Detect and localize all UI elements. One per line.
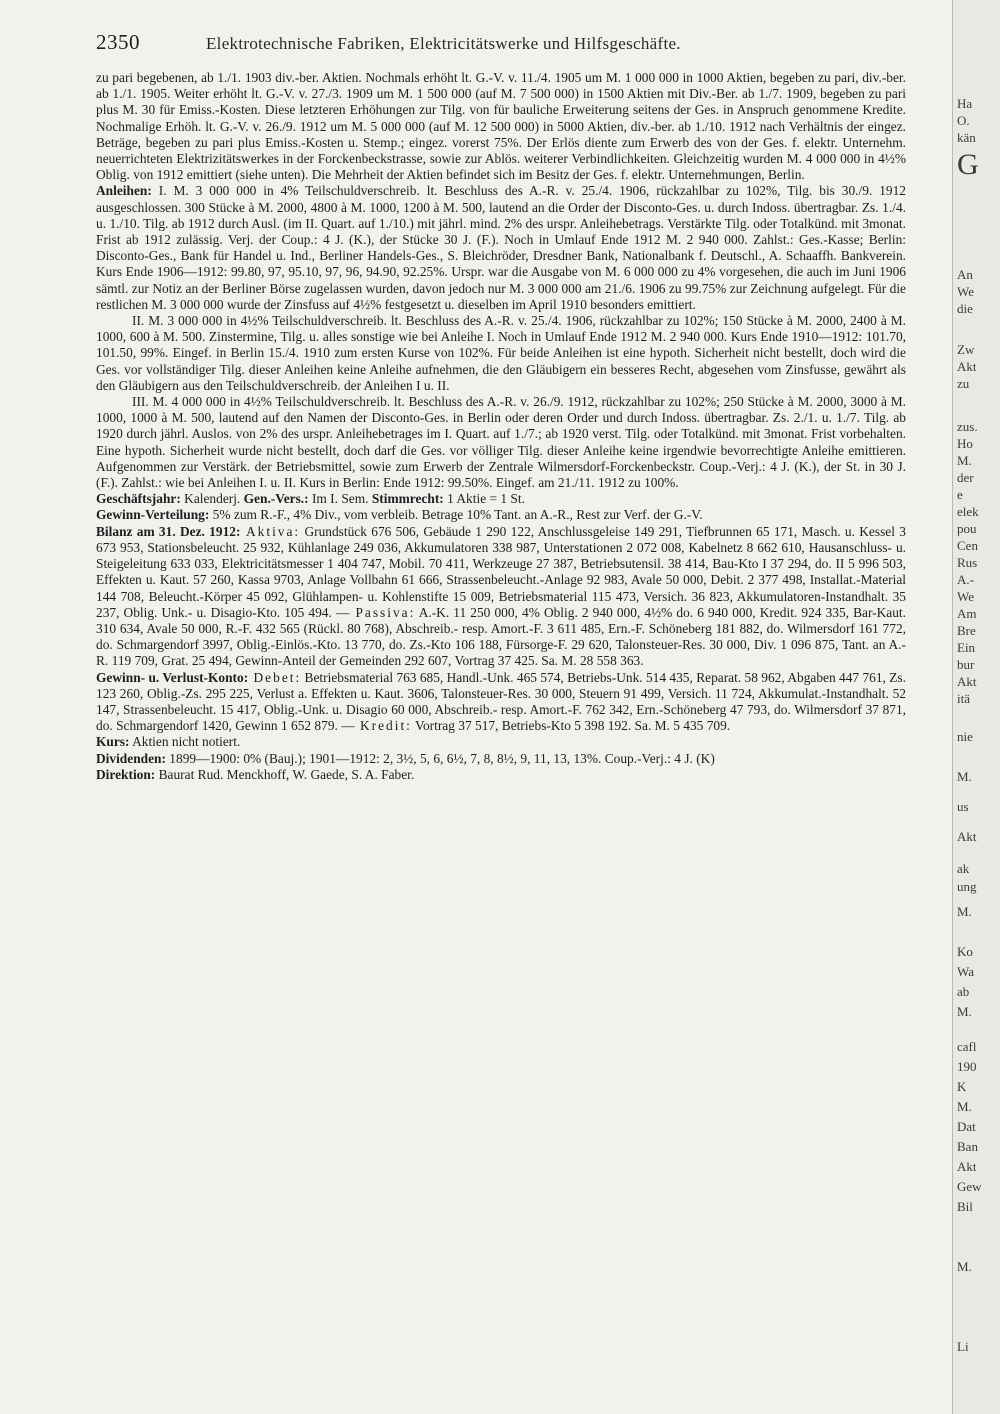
adjacent-page-fragment: elek <box>957 504 979 519</box>
kurs-label: Kurs: <box>96 734 130 750</box>
anleihen-paragraph-3: III. M. 4 000 000 in 4½% Teilschuldverschreib. lt. Beschluss des A.-R. v. 26./9. 1912, rückzahlbar zu 102%; 250 Stücke à M. 2000, 3000 à M. 1000, 1000 à M. 500, lautend auf den Namen der Disconto-Ges. in Berlin oder deren Order und durch Indoss. übertragbar. Zs. 2./1. u. 1./7. Tilg. ab 1920 durch jährl. Auslos. von 2% des urspr. Anleihebetrages im I. Quart. auf 1./7.; ab 1920 verst. Tilg. oder Totalkünd. mit 3monat. Frist vorbehalten. Eine hypoth. Sicherheit wurde nicht bestellt, doch darf die Ges. vor völliger Tilg. dieser Anleihe keine irgendwie bevorrechtigte Anleihe emittieren. Aufgenommen zur Verstärk. der Betriebsmittel, sowie zum Erwerb der Zentrale Wilmersdorf-Forckenbeckstr. Coup.-Verj.: 4 J. (K.), der St. in 30 J. (F.). Zahlst.: wie bei Anleihen I. u. II. Kurs in Berlin: Ende 1912: 99.50%. Eingef. am 21./11. 1912 zu 100%. <box>96 394 906 491</box>
adjacent-page-fragment: Cen <box>957 538 978 553</box>
adjacent-page-fragment: Ko <box>957 944 973 959</box>
direktion-label: Direktion: <box>96 766 156 782</box>
guv-kredit-word: Kredit: <box>354 718 412 734</box>
adjacent-page-fragment: ab <box>957 984 970 999</box>
adjacent-page-fragment: bur <box>957 657 975 672</box>
adjacent-page-fragment: Ho <box>957 436 973 451</box>
adjacent-page-fragment: Ha <box>957 96 973 111</box>
gewinn-verteilung-text: 5% zum R.-F., 4% Div., vom verbleib. Betrage 10% Tant. an A.-R., Rest zur Verf. der G.-V. <box>209 507 703 523</box>
adjacent-page-fragment: Li <box>957 1339 969 1354</box>
adjacent-page-fragment: Wa <box>957 964 974 979</box>
geschaeftsjahr-line <box>96 491 906 507</box>
adjacent-page-fragment: Akt <box>957 829 977 844</box>
adjacent-page-fragment: M. <box>957 1099 972 1114</box>
kurs-text: Aktien nicht notiert. <box>129 734 241 750</box>
adjacent-page-fragment: Dat <box>957 1119 976 1134</box>
adjacent-page-fragment: 190 <box>957 1059 977 1074</box>
gewinn-verteilung-paragraph <box>96 507 906 523</box>
adjacent-page-fragment: der <box>957 470 974 485</box>
guv-debet-text: Betriebsmaterial 763 685, Handl.-Unk. 465 574, Betriebs-Unk. 514 435, Reparat. 58 962, Abgaben 447 761, Zs. 123 260, Oblig.-Zs. 295 225, Verlust a. Effekten u. Kaut. 3606, Talonsteuer-Res. 30 000, Steuern 91 499, Versich. 11 724, Akkumulat.-Instandhalt. 52 147, Strassenbeleucht. 15 417, Oblig.-Unk. u. Disagio 60 000, Abschreib.- resp. Amort.-F. 762 342, Ern.-Schöneberg 47 793, do. Wilmersdorf 37 871, do. Schmargendorf 1420, Gewinn 1 652 879. — <box>96 669 906 734</box>
running-title: Elektrotechnische Fabriken, Elektricitätswerke und Hilfsgeschäfte. <box>206 34 681 53</box>
bilanz-passiva-word: Passiva: <box>349 604 416 620</box>
geschaeftsjahr-label: Geschäftsjahr: <box>96 491 181 507</box>
kurs-line <box>96 734 906 750</box>
bilanz-paragraph <box>96 524 906 670</box>
adjacent-page-fragment: M. <box>957 1004 972 1019</box>
adjacent-page-fragment: Ein <box>957 640 976 655</box>
adjacent-page-fragment: Gew <box>957 1179 982 1194</box>
adjacent-page-fragment: zus. <box>957 419 978 434</box>
adjacent-page-fragment: G <box>957 148 979 181</box>
gewinn-verteilung-label: Gewinn-Verteilung: <box>96 507 210 523</box>
adjacent-page-fragment: M. <box>957 904 972 919</box>
adjacent-page-edge <box>952 0 1000 1414</box>
dividenden-paragraph <box>96 751 906 767</box>
guv-label: Gewinn- u. Verlust-Konto: <box>96 669 249 685</box>
bilanz-label: Bilanz am 31. Dez. 1912: <box>96 523 241 539</box>
adjacent-page-fragment: ung <box>957 879 977 894</box>
adjacent-page-fragment: M. <box>957 769 972 784</box>
capital-history-paragraph: zu pari begebenen, ab 1./1. 1903 div.-ber. Aktien. Nochmals erhöht lt. G.-V. v. 11./4. 1905 um M. 1 000 000 in 1000 Aktien, begeben zu pari, div.-ber. ab 1./1. 1905. Weiter erhöht lt. G.-V. v. 27./3. 1909 um M. 1 500 000 (auf M. 7 500 000) in 1500 Aktien mit Div.-Ber. ab 1./7. 1909, begeben zu pari plus M. 30 für Emiss.-Kosten. Diese letzteren Erhöhungen zur Tilg. von für bauliche Erweiterung seitens der Ges. in Anspruch genommene Kredite. Nochmalige Erhöh. lt. G.-V. v. 26./9. 1912 um M. 5 000 000 (auf M. 12 500 000) in 5000 Aktien, div.-ber. ab 1./10. 1912 nach Verhältnis der eingez. Beträge, begeben zu pari plus Emiss.-Kosten u. Stemp.; eingez. vorerst 75%. Der Erlös diente zum Erwerb des von der Ges. f. elektr. Unternehm. neuerrichteten Elektrizitätswerkes in der Forckenbeckstrasse, sowie zur Ablös. weiterer Verbindlichkeiten. Gleichzeitig wurden M. 4 000 000 in 4½% Oblig. von 1912 emittiert (siehe unten). Die Mehrheit der Aktien befindet sich im Besitz der Ges. f. elektr. Unternehmungen, Berlin. <box>96 70 906 183</box>
anleihen-paragraph-2: II. M. 3 000 000 in 4½% Teilschuldverschreib. lt. Beschluss des A.-R. v. 25./4. 1906, rückzahlbar zu 102%; 150 Stücke à M. 2000, 2400 à M. 1000, 600 à M. 500. Zinstermine, Tilg. u. alles sonstige wie bei Anleihe I. Noch in Umlauf Ende 1912 M. 2 940 000. Kurs Ende 1910—1912: 101.70, 101.50, 99%. Eingef. in Berlin 15./4. 1910 zum ersten Kurse von 102%. Für beide Anleihen ist eine hypoth. Sicherheit nicht bestellt, doch wird die Ges. vor vollständiger Tilg. dieser Anleihen keine Anleihe aufnehmen, die den Gläubigern ein besseres Recht, abgesehen vom Zinsfusse, gewährt als den Gläubigern aus den Teilschuldverschreib. der Anleihen I u. II. <box>96 313 906 393</box>
stimmrecht-label: Stimmrecht: <box>371 491 444 507</box>
adjacent-page-fragment: zu <box>957 376 970 391</box>
dividenden-text: 1899—1900: 0% (Bauj.); 1901—1912: 2, 3½, 5, 6, 6½, 7, 8, 8½, 9, 11, 13, 13%. Coup.-Verj.: 4 J. (K) <box>165 750 715 766</box>
direktion-line <box>96 767 906 783</box>
adjacent-page-fragment: cafl <box>957 1039 977 1054</box>
adjacent-page-fragment: K <box>957 1079 967 1094</box>
adjacent-page-fragment: Akt <box>957 1159 977 1174</box>
direktion-text: Baurat Rud. Menckhoff, W. Gaede, S. A. Faber. <box>155 766 415 782</box>
adjacent-page-fragment: We <box>957 284 974 299</box>
anleihen-paragraph-1 <box>96 183 906 313</box>
adjacent-page-fragment: Am <box>957 606 977 621</box>
adjacent-page-fragment: A.- <box>957 572 974 587</box>
guv-paragraph <box>96 670 906 735</box>
bilanz-aktiva-text: Grundstück 676 506, Gebäude 1 290 122, Anschlussgeleise 149 291, Tiefbrunnen 65 171, Masch. u. Kessel 3 673 953, Stationsbeleucht. 25 932, Kühlanlage 249 036, Akkumulatoren 338 987, Unterstationen 2 072 008, Kabelnetz 8 662 610, Hausanschluss- u. Steigeleitung 633 033, Elektricitätsmesser 1 404 747, Mobil. 70 411, Werkzeuge 27 387, Betriebsutensil. 38 414, Bau-Kto I 37 294, do. II 5 996 503, Effekten u. Kaut. 57 260, Kassa 9703, Anlage Vollbahn 61 666, Strassenbeleucht.-Anlage 92 983, Avale 50 000, Debit. 2 377 498, Installat.-Material 144 708, Beleucht.-Körper 45 092, Glühlampen- u. Kohlenstifte 15 009, Betriebsmaterial 115 473, Versich. 36 823, Akkumulatoren-Instandhalt. 35 237, Oblig. Unk.- u. Disagio-Kto. 105 494. — <box>96 523 906 620</box>
adjacent-page-fragment: Akt <box>957 674 977 689</box>
anleihen-1-text: I. M. 3 000 000 in 4% Teilschuldverschreib. lt. Beschluss des A.-R. v. 25./4. 1906, rückzahlbar zu 102%, Tilg. bis 30./9. 1912 ausgeschlossen. 300 Stücke à M. 2000, 4800 à M. 1000, 1200 à M. 500, lautend an die Order der Disconto-Ges. u. durch Indoss. übertragbar. Zs. 1./4. u. 1./10. Tilg. ab 1912 durch Ausl. (im II. Quart. auf 1./10.) mit jährl. mind. 2% des urspr. Anleihebetrags. Verstärkte Tilg. oder Totalkünd. mit 3monat. Frist ab 1912 zulässig. Verj. der Coup.: 4 J. (K.), der Stücke 30 J. (F.). Noch in Umlauf Ende 1912 M. 2 940 000. Zahlst.: Ges.-Kasse; Berlin: Disconto-Ges., Bank für Handel u. Ind., Berliner Handels-Ges., S. Bleichröder, Dresdner Bank, Nationalbank f. Deutschl., A. Schaaffh. Bankverein. Kurs Ende 1906—1912: 99.80, 97, 95.10, 97, 96, 94.90, 92.25%. Urspr. war die Ausgabe von M. 6 000 000 zu 4% vorgesehen, die auch im Juni 1906 sämtl. zur Notiz an der Berliner Börse zugelassen wurden, davon jedoch nur M. 3 000 000 am 21./6. 1906 zu 99.75% zur Zeichnung aufgelegt. Für die restlichen M. 3 000 000 wurde der Zinsfuss auf 4½% festgesetzt u. dieselben im April 1910 besonders emittiert. <box>96 183 906 312</box>
adjacent-page-fragment: M. <box>957 453 972 468</box>
adjacent-page-fragment: We <box>957 589 974 604</box>
adjacent-page-fragment: Bre <box>957 623 976 638</box>
stimmrecht-text: 1 Aktie = 1 St. <box>443 491 525 507</box>
adjacent-page-fragment: nie <box>957 729 973 744</box>
adjacent-page-fragment: An <box>957 267 973 282</box>
adjacent-page-fragment: Zw <box>957 342 975 357</box>
genvers-text: Im I. Sem. <box>308 491 372 507</box>
guv-debet-word: Debet: <box>248 669 302 685</box>
guv-kredit-text: Vortrag 37 517, Betriebs-Kto 5 398 192. Sa. M. 5 435 709. <box>411 718 731 734</box>
page-number: 2350 <box>96 30 140 54</box>
adjacent-page-fragment: O. <box>957 113 970 128</box>
bilanz-passiva-text: A.-K. 11 250 000, 4% Oblig. 2 940 000, 4½% do. 6 940 000, Kredit. 924 335, Bar-Kaut. 310 634, Avale 50 000, R.-F. 432 565 (Rückl. 80 768), Abschreib.- resp. Amort.-F. 3 611 485, Ern.-F. Schöneberg 181 882, do. Wilmersdorf 161 772, do. Schmargendorf 3997, Oblig.-Einlös.-Kto. 13 770, do. Zs.-Kto 106 188, Fürsorge-F. 29 620, Talonsteuer-Res. 30 000, Div. 1 096 875, Tant. an A.-R. 119 709, Grat. 25 494, Gewinn-Anteil der Gemeinden 292 607, Vortrag 37 425. Sa. M. 28 558 363. <box>96 604 906 669</box>
page-header <box>96 30 906 62</box>
anleihen-label: Anleihen: <box>96 183 152 199</box>
adjacent-page-fragment: Rus <box>957 555 978 570</box>
adjacent-page-fragment: ak <box>957 861 970 876</box>
adjacent-page-fragment: Akt <box>957 359 977 374</box>
adjacent-page-fragment: Ban <box>957 1139 978 1154</box>
dividenden-label: Dividenden: <box>96 750 166 766</box>
adjacent-page-fragment: us <box>957 799 969 814</box>
adjacent-page-fragment: Bil <box>957 1199 973 1214</box>
adjacent-page-fragment: itä <box>957 691 970 706</box>
adjacent-page-fragment: die <box>957 301 973 316</box>
adjacent-page-fragment: kän <box>957 130 976 145</box>
adjacent-page-fragment: e <box>957 487 963 502</box>
bilanz-aktiva-word: Aktiva: <box>240 523 301 539</box>
genvers-label: Gen.-Vers.: <box>243 491 309 507</box>
adjacent-page-fragment: pou <box>957 521 977 536</box>
adjacent-page-fragment: M. <box>957 1259 972 1274</box>
geschaeftsjahr-text: Kalenderj. <box>180 491 244 507</box>
company-entry <box>96 70 906 783</box>
